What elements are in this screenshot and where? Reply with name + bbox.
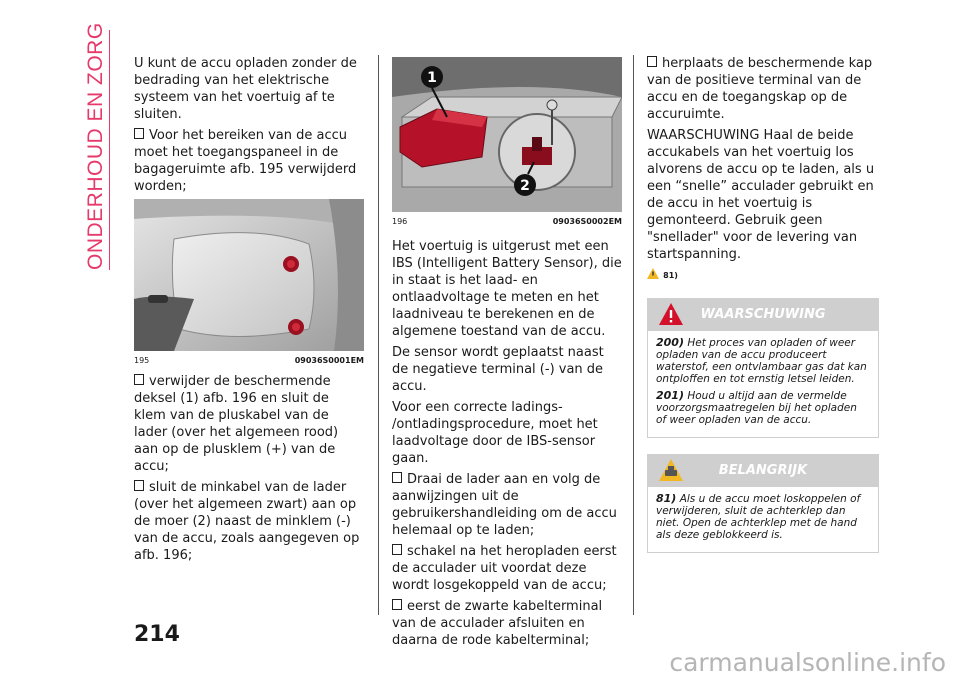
callout-1: 1	[427, 70, 437, 86]
important-icon	[647, 268, 659, 279]
important-item: 81) Als u de accu moet loskoppelen of verwijderen, sluit de achterklep dan niet. Open de achterklep met de hand als deze geblokkeerd is.	[656, 492, 861, 541]
warning-item: 201) Houd u altijd aan de vermelde voorzorgsmaatregelen bij het opladen of weer opladen van de accu.	[656, 389, 857, 426]
bullet-item: verwijder de beschermende deksel (1) afb. 196 en sluit de klem van de pluskabel van de lader (over het algemeen rood) aan op de plusklem (+) van de accu;	[134, 374, 339, 474]
warning-header	[647, 298, 879, 330]
section-title: ONDERHOUD EN ZORG	[84, 22, 107, 270]
checkbox-icon	[134, 128, 144, 139]
checkbox-icon	[134, 480, 144, 491]
callout-2: 2	[520, 178, 530, 194]
column-divider	[378, 55, 379, 615]
important-icon	[659, 459, 683, 481]
warning-item: 200) Het proces van opladen of weer opladen van de accu produceert waterstof, een ontvlambaar gas dat kan ontploffen en tot ernstig letsel leiden.	[656, 336, 867, 385]
column-1	[134, 55, 364, 568]
important-header	[647, 454, 879, 486]
checkbox-icon	[392, 472, 402, 483]
column-2	[392, 55, 622, 653]
warning-icon	[659, 303, 683, 325]
figure-195	[134, 199, 364, 369]
checkbox-icon	[647, 56, 657, 67]
important-box	[647, 486, 879, 553]
section-line	[109, 30, 110, 270]
figure-code: 09036S0002EM	[552, 217, 622, 226]
figure-196	[392, 57, 622, 230]
figure-image	[134, 199, 364, 351]
figure-caption	[134, 352, 364, 369]
bullet-item: schakel na het heropladen eerst de acculader uit voordat deze wordt losgekoppeld van de accu;	[392, 544, 617, 593]
bullet-item: eerst de zwarte kabelterminal van de acculader afsluiten en daarna de rode kabelterminal;	[392, 599, 603, 648]
figure-number: 196	[392, 217, 408, 226]
paragraph: De sensor wordt geplaatst naast de negatieve terminal (-) van de accu.	[392, 345, 604, 394]
checkbox-icon	[392, 599, 402, 610]
column-divider	[633, 55, 634, 615]
checkbox-icon	[134, 374, 144, 385]
warning-box	[647, 330, 879, 438]
reference-note: 81)	[647, 267, 879, 284]
paragraph: U kunt de accu opladen zonder de bedrading van het elektrische systeem van het voertuig af te sluiten.	[134, 56, 357, 122]
figure-image	[392, 57, 622, 212]
watermark: carmanualsonline.info	[669, 648, 946, 677]
bullet-item: herplaats de beschermende kap van de positieve terminal van de accu en de toegangskap op de accuruimte.	[647, 56, 873, 122]
column-3	[647, 55, 879, 553]
bullet-item: Voor het bereiken van de accu moet het toegangspaneel in de bagageruimte afb. 195 verwijderd worden;	[134, 128, 357, 194]
warning-title: WAARSCHUWING	[700, 306, 826, 322]
paragraph: Het voertuig is uitgerust met een IBS (Intelligent Battery Sensor), die in staat is het laad- en ontlaadvoltage te meten en het laadniveau te berekenen en de algemene toestand van de accu.	[392, 239, 622, 339]
bullet-item: sluit de minkabel van de lader (over het algemeen zwart) aan op de moer (2) naast de minklem (-) van de accu, zoals aangegeven op afb. 196;	[134, 480, 360, 563]
figure-code: 09036S0001EM	[294, 356, 364, 365]
paragraph: WAARSCHUWING Haal de beide accukabels van het voertuig los alvorens de accu op te laden, als u een “snelle” acculader gebruikt en de accu in het voertuig is gemonteerd. Gebruik geen "snellader" voor de levering van startspanning.	[647, 128, 875, 262]
page-number: 214	[134, 622, 180, 647]
figure-number: 195	[134, 356, 150, 365]
paragraph: Voor een correcte ladings- /ontladingsprocedure, moet het laadvoltage door de IBS-sensor gaan.	[392, 400, 598, 466]
important-title: BELANGRIJK	[718, 462, 808, 478]
bullet-item: Draai de lader aan en volg de aanwijzingen uit de gebruikershandleiding om de accu helemaal op te laden;	[392, 472, 617, 538]
figure-caption	[392, 213, 622, 230]
checkbox-icon	[392, 544, 402, 555]
